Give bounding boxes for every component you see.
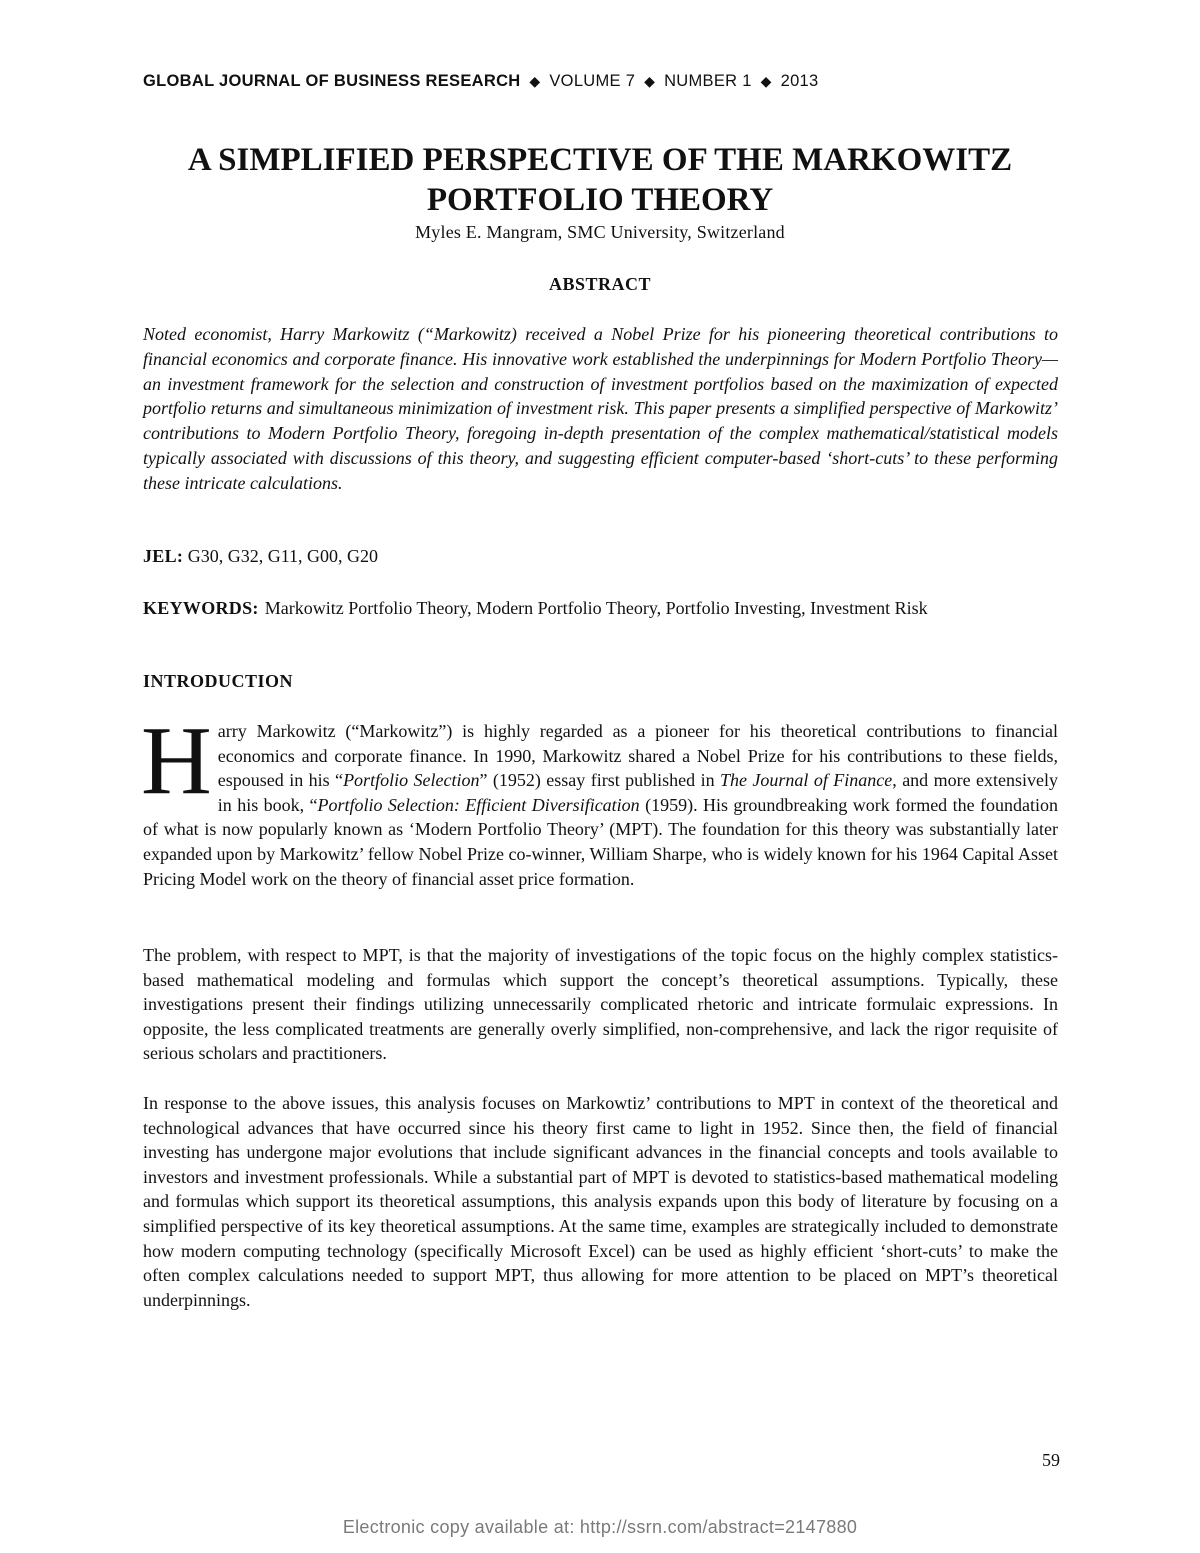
abstract-heading: ABSTRACT: [548, 274, 652, 294]
intro-italic-portfolio-selection: Portfolio Selection: [343, 770, 480, 791]
introduction-heading: INTRODUCTION: [143, 671, 294, 691]
footer-availability-note: Electronic copy available at: http://ssrn.com/abstract=2147880: [342, 1517, 858, 1537]
paper-title: A SIMPLIFIED PERSPECTIVE OF THE MARKOWITZ PORTFOLIO THEORY: [187, 142, 1013, 218]
jel-label: JEL:: [143, 546, 184, 566]
page-number: 59: [1042, 1450, 1060, 1470]
drop-cap: H: [141, 707, 212, 815]
intro-text-a: arry Markowitz (“Markowitz”) is highly regarded as a pioneer for his theoretical contributions to financial economics and corporate finance. In 1990, Markowitz shared a Nobel Prize for his contributions to these fields, espoused in his “: [217, 721, 1058, 791]
intro-text-d: (1959). His groundbreaking work formed the foundation of what is now popularly known as ‘Modern Portfolio Theory’ (MPT). The foundation for this theory was substantially later expanded upon by Markowitz’ fellow Nobel Prize co-winner, William Sharpe, who is widely known for his 1964 Capital Asset Pricing Model work on the theory of financial asset price formation.: [143, 794, 1058, 889]
journal-year: 2013: [780, 72, 819, 90]
jel-values: G30, G32, G11, G00, G20: [187, 546, 379, 566]
introduction-paragraph-1: [141, 707, 1058, 891]
diamond-separator-icon: ◆: [529, 73, 541, 89]
keywords-text: Markowitz Portfolio Theory, Modern Portfolio Theory, Portfolio Investing, Investment Risk: [264, 598, 928, 618]
keywords-label: KEYWORDS:: [143, 598, 259, 618]
journal-number: NUMBER 1: [664, 72, 752, 90]
diamond-separator-icon: ◆: [644, 73, 656, 89]
author-line: Myles E. Mangram, SMC University, Switzerland: [415, 222, 785, 242]
journal-name: GLOBAL JOURNAL OF BUSINESS RESEARCH: [143, 72, 521, 90]
intro-text-c: , and more extensively in his book, “: [217, 770, 1058, 815]
introduction-paragraph-2: The problem, with respect to MPT, is that the majority of investigations of the topic focus on the highly complex statistics-based mathematical modeling and formulas which support the concept’s theoretical assumptions. Typically, these investigations present their findings utilizing unnecessarily complicated rhetoric and intricate formulaic expressions. In opposite, the less complicated treatments are generally overly simplified, non-comprehensive, and lack the rigor requisite of serious scholars and practitioners.: [143, 945, 1058, 1064]
intro-text-b: ” (1952) essay first published in: [479, 770, 720, 791]
diamond-separator-icon: ◆: [760, 73, 772, 89]
intro-italic-journal-of-finance: The Journal of Finance: [720, 770, 893, 791]
journal-volume: VOLUME 7: [549, 72, 636, 90]
introduction-paragraph-3: In response to the above issues, this analysis focuses on Markowtiz’ contributions to MPT in context of the theoretical and technological advances that have occurred since his theory first came to light in 1952. Since then, the field of financial investing has undergone major evolutions that include significant advances in the financial concepts and tools available to investors and investment professionals. While a substantial part of MPT is devoted to statistics-based mathematical modeling and formulas which support its theoretical assumptions, this analysis expands upon this body of literature by focusing on a simplified perspective of its key theoretical assumptions. At the same time, examples are strategically included to demonstrate how modern computing technology (specifically Microsoft Excel) can be used as highly efficient ‘short-cuts’ to make the often complex calculations needed to support MPT, thus allowing for more attention to be placed on MPT’s theoretical underpinnings.: [143, 1093, 1058, 1310]
keywords: [143, 596, 1058, 620]
abstract-text: Noted economist, Harry Markowitz (“Markowitz) received a Nobel Prize for his pioneering theoretical contributions to financial economics and corporate finance. His innovative work established the underpinnings for Modern Portfolio Theory—an investment framework for the selection and construction of investment portfolios based on the maximization of expected portfolio returns and simultaneous minimization of investment risk. This paper presents a simplified perspective of Markowitz’ contributions to Modern Portfolio Theory, foregoing in-depth presentation of the complex mathematical/statistical models typically associated with discussions of this theory, and suggesting efficient computer-based ‘short-cuts’ to these performing these intricate calculations.: [143, 324, 1058, 493]
intro-italic-book-title: Portfolio Selection: Efficient Diversification: [317, 794, 640, 815]
jel-codes: [143, 546, 1058, 567]
journal-header: [143, 72, 1063, 91]
